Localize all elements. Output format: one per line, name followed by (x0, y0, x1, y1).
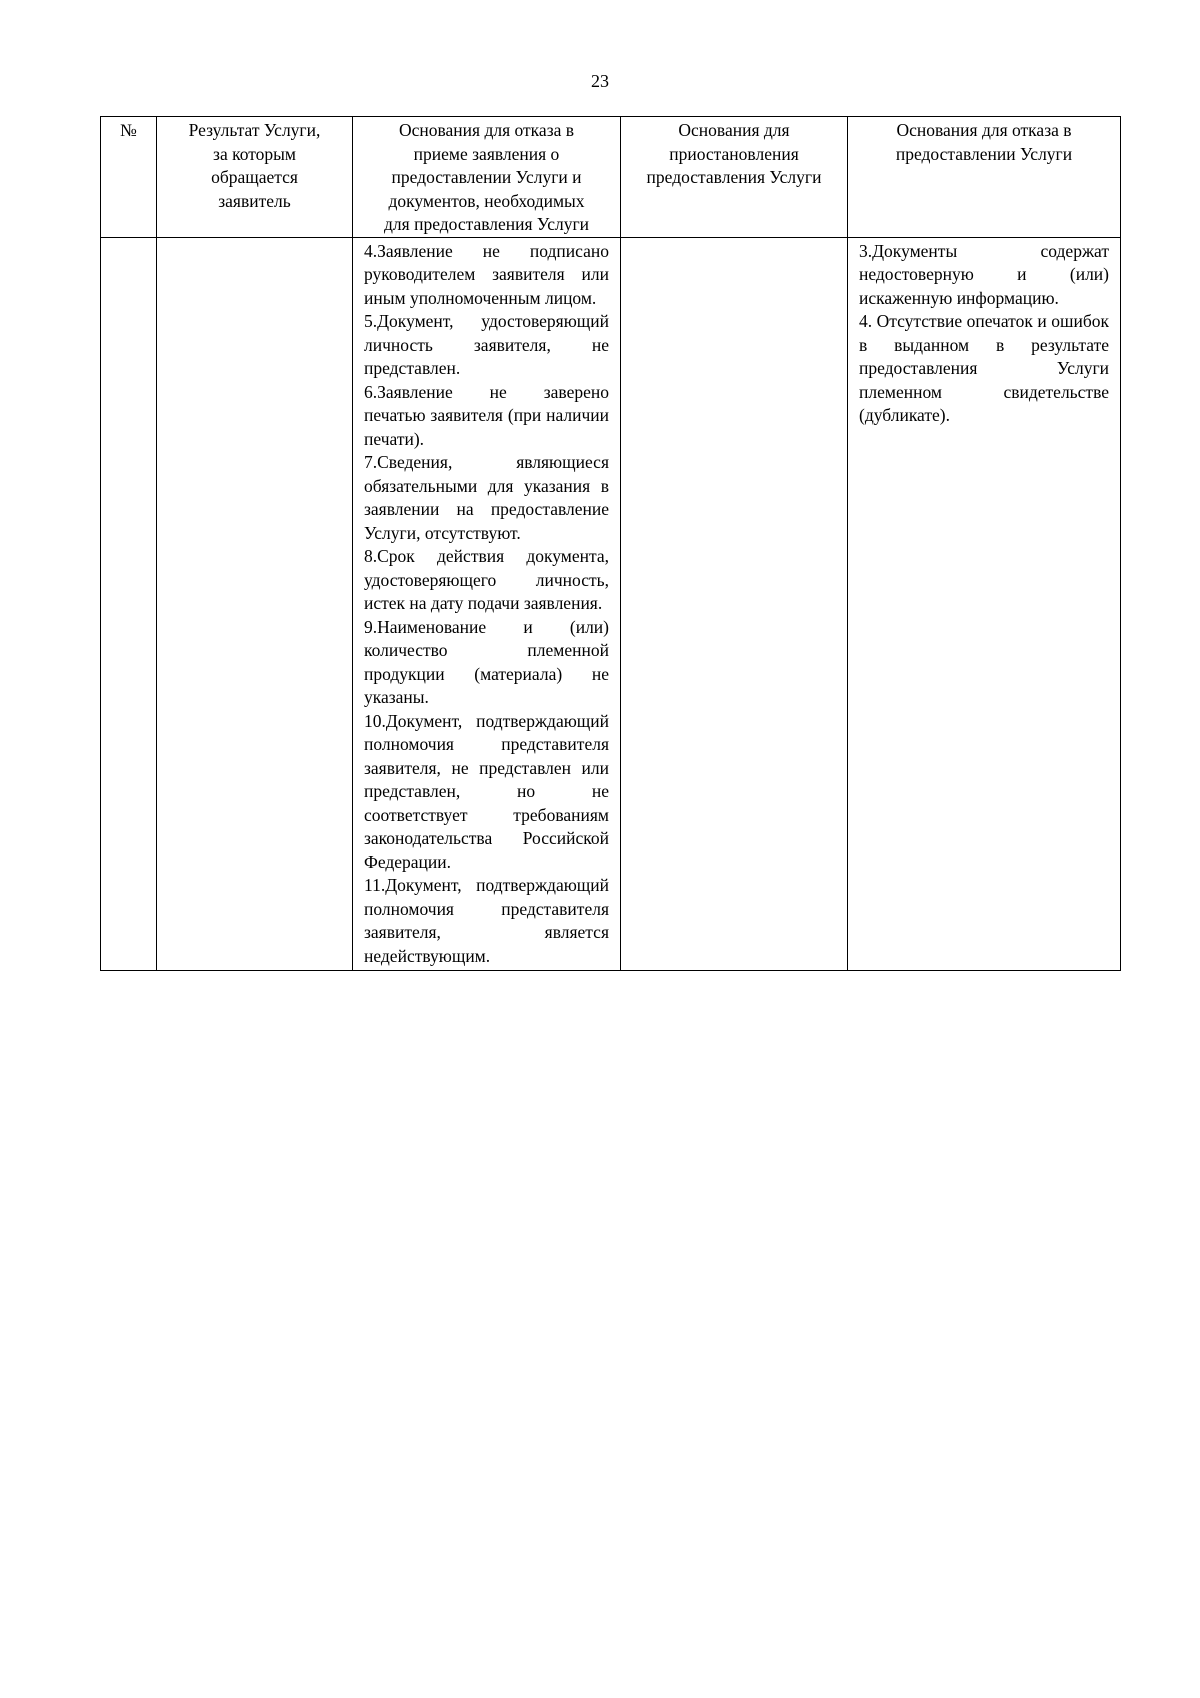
header-result (157, 117, 353, 238)
header-number (101, 117, 157, 238)
list-item: 10.Документ, подтверждающий полномочия представителя заявителя, не представлен или представлен, но не соответствует требованиям законодательства Российской Федерации. (364, 710, 609, 872)
list-item: 11.Документ, подтверждающий полномочия представителя заявителя, является недействующим. (364, 875, 609, 966)
list-item: 7.Сведения, являющиеся обязательными для указания в заявлении на предоставление Услуги, отсутствуют. (364, 452, 609, 543)
cell-number (101, 237, 157, 971)
header-service-refusal (848, 117, 1121, 238)
list-item: 3.Документы содержат недостоверную и (или) искаженную информацию. (859, 240, 1109, 308)
header-line: Основания для отказа в (896, 120, 1072, 140)
header-line: приеме заявления о (413, 143, 560, 164)
list-item: 4.Заявление не подписано руководителем заявителя или иным уполномоченным лицом. (364, 240, 609, 308)
header-line: документов, необходимых (388, 190, 585, 211)
list-item: 8.Срок действия документа, удостоверяющего личность, истек на дату подачи заявления. (364, 546, 609, 613)
header-line: предоставлении Услуги (895, 143, 1073, 164)
header-suspension (621, 117, 848, 238)
table-header-row (101, 117, 1121, 238)
header-accept-refusal (353, 117, 621, 238)
header-line: для предоставления Услуги (384, 214, 589, 234)
list-item: 5.Документ, удостоверяющий личность заявителя, не представлен. (364, 311, 609, 378)
cell-service-refusal (848, 237, 1121, 971)
header-line: приостановления (669, 143, 799, 164)
header-line: предоставлении Услуги и (391, 167, 582, 187)
header-line: предоставления Услуги (646, 167, 822, 187)
list-item: 9.Наименование и (или) количество племенной продукции (материала) не указаны. (364, 616, 609, 707)
cell-result (157, 237, 353, 971)
table-row (101, 237, 1121, 971)
header-line: Результат Услуги, (188, 120, 321, 140)
grounds-table (100, 116, 1121, 971)
cell-suspension (621, 237, 848, 971)
list-item: 4. Отсутствие опечаток и ошибок в выданном в результате предоставления Услуги племенном свидетельстве (дубликате). (859, 311, 1109, 425)
header-line: обращается (211, 167, 298, 187)
header-line: Основания для (678, 120, 790, 140)
header-line: заявитель (218, 190, 291, 211)
page-number: 23 (591, 71, 609, 91)
cell-accept-refusal (353, 237, 621, 971)
list-item: 6.Заявление не заверено печатью заявителя (при наличии печати). (364, 381, 609, 449)
header-line: за которым (213, 143, 296, 164)
header-number-label: № (120, 120, 137, 140)
header-line: Основания для отказа в (398, 120, 575, 140)
